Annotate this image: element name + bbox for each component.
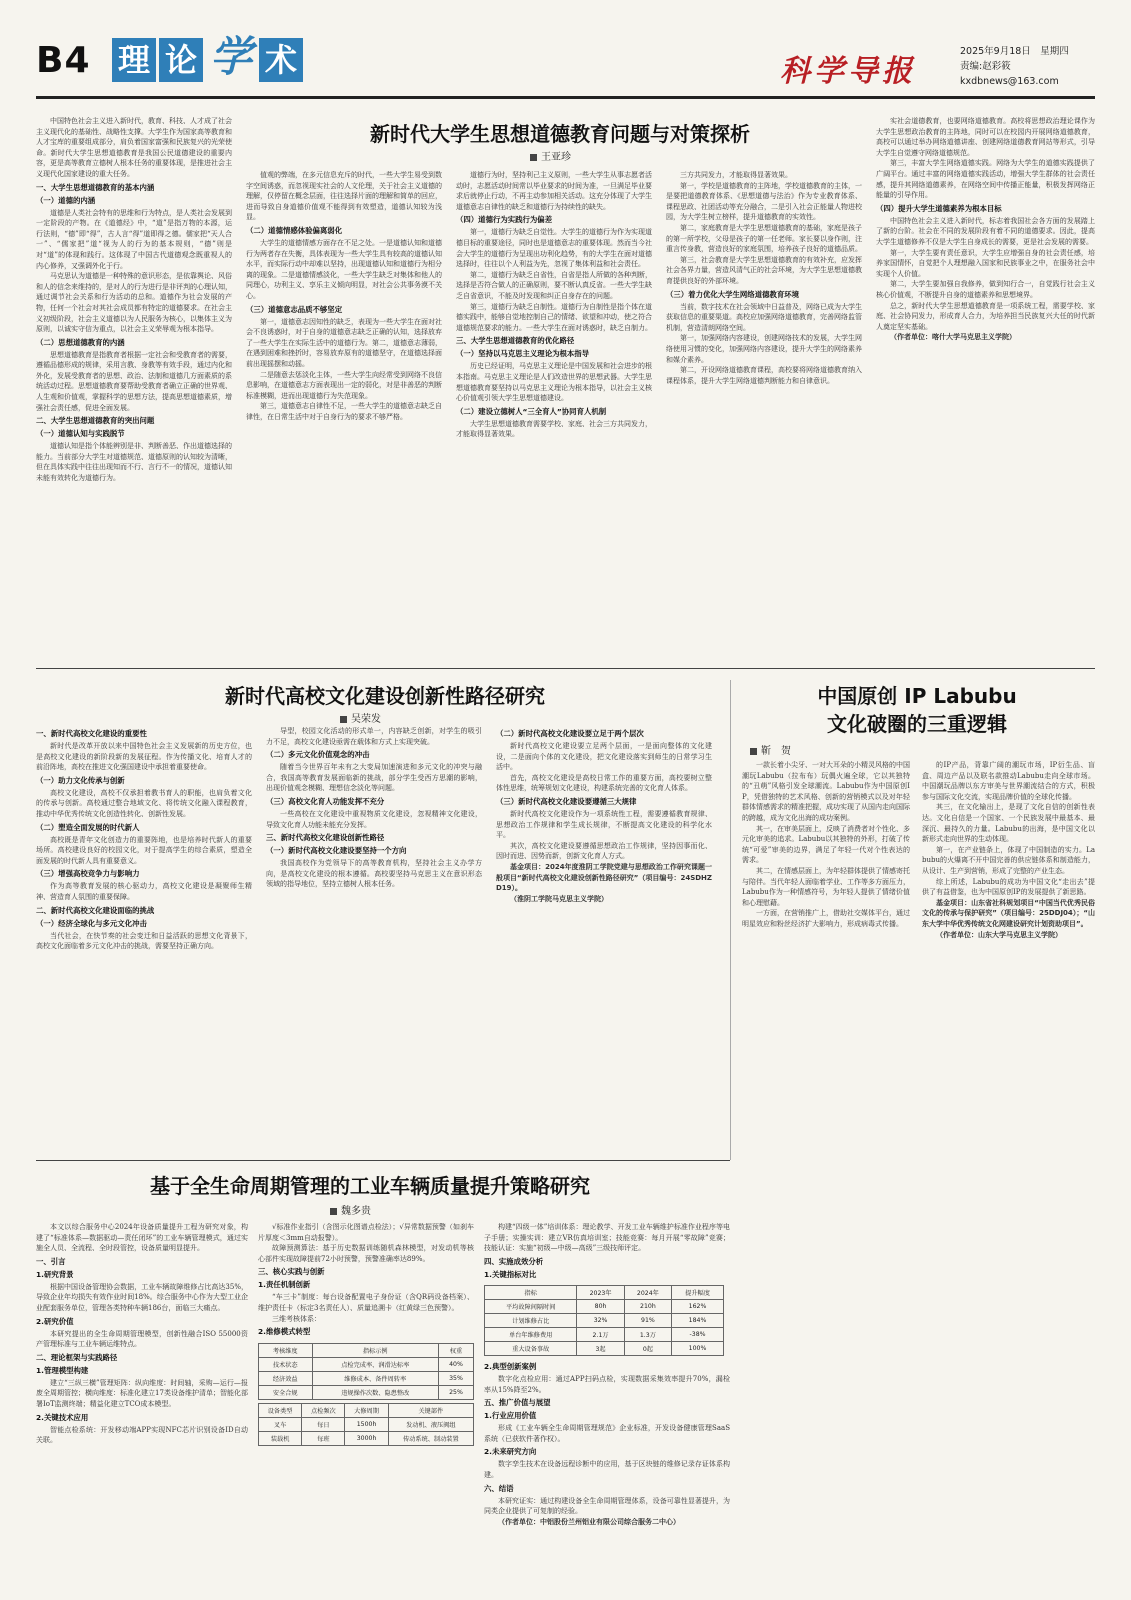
section-banner bbox=[112, 32, 303, 82]
paragraph: √标准作业指引（含图示化图谱点检法）；√异常数据预警（如刹车片厚度＜3mm自动报警）。 bbox=[258, 1223, 474, 1242]
section-heading: （四）提升大学生道德素养为根本目标 bbox=[876, 203, 1002, 213]
section-heading: 2.关键技术应用 bbox=[36, 1412, 89, 1422]
table-row bbox=[259, 1418, 474, 1432]
header-meta bbox=[960, 44, 1069, 89]
table-row bbox=[485, 1328, 724, 1342]
paragraph: 第三，丰富大学生网络道德实践。网络为大学生的道德实践提供了广阔平台。通过丰富的网络道德实践活动，增强大学生群体的社会责任感，提升其网络道德素养，在网络空间中传播正能量，积极发挥网络正能量的引导作用。 bbox=[876, 159, 1095, 200]
section-char-3: 学 bbox=[209, 32, 252, 81]
paragraph: 数字化点检应用：通过APP扫码点检，实现数据采集效率提升70%，漏检率从15%降至2%。 bbox=[484, 1375, 730, 1394]
assessment-table bbox=[258, 1343, 474, 1400]
paragraph: 历史已经证明，马克思主义理论是中国发展和社会进步的根本指南。马克思主义理论是人们改造世界的思想武器。大学生思想道德教育要坚持以马克思主义理论为根本指导，以社会主义核心价值观引领大学生思想道德建设。 bbox=[456, 362, 652, 403]
section-char-2: 论 bbox=[159, 38, 203, 82]
table-header-row bbox=[259, 1404, 474, 1418]
article-3-title-line-2: 文化破圈的三重逻辑 bbox=[827, 712, 1007, 736]
article-2-col-3 bbox=[496, 726, 712, 1130]
paragraph: 我国高校作为党领导下的高等教育机构，坚持社会主义办学方向，是高校文化建设的根本遵循。高校要坚持马克思主义在意识形态领域的指导地位，坚持立德树人根本任务。 bbox=[266, 859, 482, 889]
table-cell: 1500h bbox=[345, 1418, 388, 1432]
paragraph: 一方面，在营销推广上，借助社交媒体平台，通过明星效应和粉丝经济扩大影响力，形成病毒式传播。 bbox=[742, 909, 910, 928]
paragraph: 智能点检系统：开发移动端APP实现NFC芯片识别设备ID自动关联。 bbox=[36, 1425, 248, 1445]
paragraph: 本研究提出的全生命周期管理模型，创新性融合ISO 55000资产管理标准与工业车辆运维特点。 bbox=[36, 1329, 248, 1349]
paragraph: 本研究证实：通过构建设备全生命周期管理体系，设备可靠性显著提升，为同类企业提供了可复制的经验。 bbox=[484, 1496, 730, 1516]
section-heading: （一）道德的内涵 bbox=[36, 195, 96, 205]
article-1-col-2 bbox=[246, 170, 442, 662]
paragraph: 大学生的道德情感方面存在不足之处。一是道德认知和道德行为两者存在失衡，具体表现为一些大学生具有较高的道德认知水平，而实际行动中却难以坚持，出现道德认知和道德行为相分离的现象。二是道德情感淡化，一些大学生缺乏对集体和他人的同理心，功利主义、享乐主义倾向明显，对社会公共事务漠不关心。 bbox=[246, 238, 442, 300]
paragraph: 第二，家庭教育是大学生思想道德教育的基础，家庭是孩子的第一所学校，父母是孩子的第一任老师。家长要以身作则，注重言传身教，营造良好的家庭氛围，培养孩子良好的道德品质。 bbox=[666, 223, 862, 254]
article-1-col-1 bbox=[36, 116, 232, 662]
article-note: （淮阴工学院马克思主义学院） bbox=[510, 894, 608, 903]
table-cell: 维修成本、备件周转率 bbox=[312, 1372, 438, 1386]
article-2-col-2 bbox=[266, 726, 482, 1130]
article-4-author bbox=[330, 1202, 371, 1217]
paragraph: 中国特色社会主义进入新时代，标志着我国社会各方面的发展踏上了新的台阶。社会在不同的发展阶段有着不同的道德要求。因此，提高大学生道德修养不仅是大学生自身成长的需要，更是社会发展的需要。 bbox=[876, 216, 1095, 246]
table-row bbox=[485, 1314, 724, 1328]
editor-credit: 责编:赵彩筱 bbox=[960, 61, 1011, 72]
table-cell: 装载机 bbox=[259, 1432, 302, 1446]
table-cell: 210h bbox=[624, 1300, 671, 1314]
article-note: （作者单位：喀什大学马克思主义学院） bbox=[890, 333, 1016, 342]
section-heading: （一）助力文化传承与创新 bbox=[36, 775, 125, 785]
table-cell: 传动系统、制动装置 bbox=[388, 1432, 473, 1446]
author-name: 王亚珍 bbox=[541, 152, 571, 163]
paragraph: “车三卡”制度：每台设备配置电子身份证（含QR码设备档案）、维护责任卡（标定3名责任人）、质量追溯卡（红黄绿三色预警）。 bbox=[258, 1293, 474, 1312]
section-heading: （二）新时代高校文化建设要立足于两个层次 bbox=[496, 729, 644, 738]
paragraph: 本文以综合服务中心2024年设备质量提升工程为研究对象，构建了“标准体系—数据驱动—责任闭环”的工业车辆管理模式，通过实施全人员、全流程、全时段管控，设备质量明显提升。 bbox=[36, 1223, 248, 1253]
table-row bbox=[259, 1432, 474, 1446]
table-cell: 叉车 bbox=[259, 1418, 302, 1432]
section-heading: 六、结语 bbox=[484, 1483, 514, 1493]
author-name: 吴荣发 bbox=[351, 714, 381, 725]
paragraph: 第三，社会教育是大学生思想道德教育的有效补充，应发挥社会各界力量，营造风清气正的社会环境，为大学生思想道德教育提供良好的外部环境。 bbox=[666, 255, 862, 285]
table-cell: 经济效益 bbox=[259, 1372, 313, 1386]
table-header-row bbox=[259, 1344, 474, 1358]
article-4-col-3-bottom bbox=[484, 1359, 730, 1579]
paragraph: 导型，校园文化活动的形式单一，内容缺乏创新，对学生的吸引力不足，高校文化建设亟需在载体和方式上实现突破。 bbox=[266, 727, 482, 746]
table-cell: 重大设备事故 bbox=[485, 1342, 577, 1356]
article-3-title bbox=[742, 682, 1092, 738]
paragraph: 中国特色社会主义进入新时代，教育、科技、人才成了社会主义现代化的基础性、战略性支撑。大学生作为国家高等教育和人才宝库的重要组成部分，肩负着国家富强和民族复兴的光荣使命。新时代大学生思想道德教育是我国公民道德建设的重要内容，更是高等教育立德树人根本任务的重要体现，是推进社会主义现代化国家建设的重大任务。 bbox=[36, 117, 232, 178]
article-3-title-line-1: 中国原创 IP Labubu bbox=[817, 684, 1017, 708]
table-header: 指标示例 bbox=[312, 1344, 438, 1358]
section-heading: （三）新时代高校文化建设要遵循三大规律 bbox=[496, 796, 637, 806]
page-number: B4 bbox=[36, 40, 91, 81]
paragraph: 首先，高校文化建设是高校日常工作的重要方面，高校要树立整体性思维，统筹规划文化建设，构建系统完善的文化育人体系。 bbox=[496, 773, 712, 793]
paragraph: 作为高等教育发展的核心驱动力，高校文化建设是凝聚师生精神、营造育人氛围的重要保障。 bbox=[36, 882, 252, 901]
paragraph: 新时代高校文化建设要立足两个层面，一是面向整体的文化建设，二是面向个体的文化建设，把文化建设落实到师生的日常学习生活中。 bbox=[496, 742, 712, 772]
section-heading: 2.研究价值 bbox=[36, 1316, 74, 1326]
author-marker-icon bbox=[750, 748, 757, 755]
paragraph: 形成《工业车辆全生命周期管理规范》企业标准，开发设备健康管理SaaS系统（已获软件著作权）。 bbox=[484, 1424, 730, 1443]
paragraph: 数字孪生技术在设备远程诊断中的应用，基于区块链的维修记录存证体系构建。 bbox=[484, 1460, 730, 1479]
paragraph: 随着当今世界百年未有之大变局加速演进和多元文化的冲突与融合，我国高等教育发展面临新的挑战，部分学生受西方思潮的影响，出现价值观念模糊、理想信念淡化等问题。 bbox=[266, 763, 482, 793]
article-3-col-2 bbox=[922, 760, 1095, 1590]
paragraph: 其次，高校文化建设要遵循思想政治工作规律，坚持因事而化、因时而进、因势而新，创新文化育人方式。 bbox=[496, 841, 712, 861]
section-heading: （二）道德情感体验偏离弱化 bbox=[246, 225, 343, 235]
table-cell: 80h bbox=[577, 1300, 624, 1314]
table-cell: 2.1万 bbox=[577, 1328, 624, 1342]
table-cell: 1.3万 bbox=[624, 1328, 671, 1342]
paragraph: 大学生思想道德教育需要学校、家庭、社会三方共同发力，才能取得显著效果。 bbox=[456, 419, 652, 439]
table-cell: 0起 bbox=[624, 1342, 671, 1356]
article-2-bottom-rule bbox=[36, 1160, 730, 1161]
paragraph: 思想道德教育是指教育者根据一定社会和受教育者的需要，遵循品德形成的规律，采用言教、身教等有效手段，通过内化和外化，发展受教育者的思想、政治、法制和道德几方面素质的系统活动过程。思想道德教育要帮助受教育者确立正确的世界观、人生观和价值观，掌握科学的思想方法，提高思想道德素质，增强社会责任感，促进全面发展。 bbox=[36, 350, 232, 412]
article-note: 基金项目：2024年度淮阴工学院党建与思想政治工作研究课题一般项目“新时代高校文化建设创新性路径研究”（项目编号：24SDHZD19）。 bbox=[496, 862, 712, 893]
table-cell: 违规操作次数、隐患整改 bbox=[312, 1386, 438, 1400]
table-cell: 技术状态 bbox=[259, 1358, 313, 1372]
section-char-1: 理 bbox=[112, 38, 156, 82]
table-row bbox=[485, 1300, 724, 1314]
article-1-col-3 bbox=[456, 170, 652, 662]
paragraph: 道德认知是指个体能辨别是非、判断善恶、作出道德选择的能力。当前部分大学生对道德规范、道德原则的认知较为清晰，但在具体实践中往往出现知而不行、言行不一的情况，道德认知未能有效转化为道德行为。 bbox=[36, 442, 232, 483]
section-heading: 一、大学生思想道德教育的基本内涵 bbox=[36, 182, 155, 192]
table-row bbox=[259, 1358, 474, 1372]
table-cell: 162% bbox=[672, 1300, 724, 1314]
table-cell: 35% bbox=[438, 1372, 473, 1386]
paragraph: 第一，道德意志因知性的缺乏，表现为一些大学生在面对社会不良诱惑时，对于自身的道德意志缺乏正确的认知，选择放弃了一些大学生在实际生活中的道德行为。第二，道德意志薄弱，在遇到困难和挫折时，容易放弃原有的道德坚守，在道德选择面前出现摇摆和动摇。 bbox=[246, 317, 442, 368]
table-cell: -38% bbox=[672, 1328, 724, 1342]
section-heading: （一）坚持以马克思主义理论为根本指导 bbox=[456, 349, 590, 359]
author-marker-icon bbox=[330, 1208, 337, 1215]
indicator-table bbox=[484, 1285, 724, 1356]
paragraph: 第二，开设网络道德教育课程，高校要将网络道德教育纳入课程体系，提升大学生网络道德判断能力和自律意识。 bbox=[666, 366, 862, 385]
contact-email: kxdbnews@163.com bbox=[960, 76, 1059, 87]
issue-date: 2025年9月18日 星期四 bbox=[960, 46, 1069, 57]
section-heading: 1.管理模型构建 bbox=[36, 1365, 89, 1375]
article-3-author bbox=[750, 742, 791, 757]
paragraph: 故障预测算法：基于历史数据训练随机森林模型，对发动机等核心部件实现故障提前72小时预警，预警准确率达89%。 bbox=[258, 1244, 474, 1263]
article-1-title: 新时代大学生思想道德教育问题与对策探析 bbox=[370, 122, 750, 146]
table-cell: 184% bbox=[672, 1314, 724, 1328]
section-heading: （三）增强高校竞争力与影响力 bbox=[36, 869, 140, 879]
article-2-author bbox=[340, 710, 381, 725]
section-heading: （一）道德认知与实践脱节 bbox=[36, 429, 125, 439]
article-2-title: 新时代高校文化建设创新性路径研究 bbox=[225, 684, 545, 708]
table-cell: 40% bbox=[438, 1358, 473, 1372]
table-cell: 单台年维修费用 bbox=[485, 1328, 577, 1342]
section-heading: （一）经济全球化与多元文化冲击 bbox=[36, 918, 147, 928]
table-cell: 3起 bbox=[577, 1342, 624, 1356]
paragraph: 第二，道德行为缺乏自省性，自省是指人所做的各种判断，选择是否符合做人的正确原则，要不断认真反省。一些大学生缺乏自省意识，不能及时发现和纠正自身存在的问题。 bbox=[456, 270, 652, 300]
table-header: 考核维度 bbox=[259, 1344, 313, 1358]
section-heading: 二、大学生思想道德教育的突出问题 bbox=[36, 416, 155, 426]
paragraph: 马克思认为道德是一种特殊的意识形态，是依靠舆论、风俗和人的信念来维持的，是对人的行为进行是非评判的心理认知，通过调节社会关系和行为活动的总和。道德作为社会发展的产物，任何一个社会对其社会成员都有特定的道德要求。在社会主义初级阶段，社会主义道德以为人民服务为核心，以集体主义为原则，以诚实守信为重点，以社会主义荣辱观为根本指导。 bbox=[36, 272, 232, 334]
paragraph: 构建“四级一体”培训体系：理论教学、开发工业车辆维护标准作业程序等电子手册；实操实训：建立VR仿真培训室；技能竞赛：每月开展“零故障”竞赛；技能认证：实施“初级—中级—高级”三级技师评定。 bbox=[484, 1223, 730, 1253]
author-name: 靳 贺 bbox=[761, 746, 791, 757]
author-marker-icon bbox=[340, 716, 347, 723]
paragraph: 当前，数字技术在社会领域中日益普及，网络已成为大学生获取信息的重要渠道。高校应加强网络道德教育，完善网络监管机制，营造清朗网络空间。 bbox=[666, 302, 862, 332]
table-cell: 每日 bbox=[302, 1418, 345, 1432]
section-heading: 三、核心实践与创新 bbox=[258, 1267, 325, 1277]
article-4-col-2 bbox=[258, 1222, 474, 1340]
paragraph: 根据中国设备管理协会数据，工业车辆故障维修占比高达35%，导致企业年均损失有效作业时间18%。综合服务中心作为大型工业企业配套服务单位，管理各类特种车辆186台，面临三大痛点。 bbox=[36, 1282, 248, 1312]
section-heading: 一、新时代高校文化建设的重要性 bbox=[36, 729, 147, 738]
paragraph: 第三，道德意志自律性不足，一些大学生的道德意志缺乏自律性，在日常生活中对于自身行为的要求不够严格。 bbox=[246, 402, 442, 421]
article-1-author bbox=[530, 148, 571, 163]
article-1-bottom-rule bbox=[36, 668, 1095, 669]
section-heading: 1.研究背景 bbox=[36, 1269, 74, 1279]
article-note: （作者单位：中铝股份兰州铝业有限公司综合服务二中心） bbox=[498, 1517, 680, 1526]
table-row bbox=[485, 1342, 724, 1356]
table-cell: 发动机、液压阀组 bbox=[388, 1418, 473, 1432]
article-4-col-2-wrap bbox=[258, 1222, 474, 1588]
page-header bbox=[0, 0, 1131, 100]
paragraph: 当代社会，在快节奏的社会变迁和日益活跃的思想文化背景下，高校文化面临着多元文化冲击的挑战，需要坚持正确方向。 bbox=[36, 931, 252, 951]
table-header: 设备类型 bbox=[259, 1404, 302, 1418]
section-heading: 2.未来研究方向 bbox=[484, 1447, 537, 1457]
section-heading: 一、引言 bbox=[36, 1256, 66, 1266]
section-heading: （四）道德行为实践行为偏差 bbox=[456, 215, 553, 225]
section-heading: 1.关键指标对比 bbox=[484, 1269, 537, 1279]
author-marker-icon bbox=[530, 154, 537, 161]
article-note: （作者单位：山东大学马克思主义学院） bbox=[936, 930, 1062, 939]
section-heading: （二）建设立德树人“三全育人”协同育人机制 bbox=[456, 406, 607, 416]
paragraph: 建立“三纵三横”管理矩阵：纵向维度：时间轴，采购—运行—报废全周期管控；横向维度：标准化建立17类设备维护清单；智能化部署IoT监测终端；精益化建立TCO成本模型。 bbox=[36, 1378, 248, 1408]
section-heading: 二、新时代高校文化建设面临的挑战 bbox=[36, 905, 155, 915]
paragraph: 第一，学校是道德教育的主阵地，学校道德教育的主体，一是要把道德教育体系、《思想道德与法治》作为专业教育体系、课程思政、社团活动等充分融合，二是引入社会正能量人物进校园，为大学生树立榜样，提升道德教育的实效性。 bbox=[666, 181, 862, 222]
paragraph: 三维考核体系： bbox=[272, 1314, 321, 1323]
table-cell: 25% bbox=[438, 1386, 473, 1400]
section-heading: 2.典型创新案例 bbox=[484, 1362, 537, 1371]
paragraph: 第一，道德行为缺乏自觉性。大学生的道德行为作为实现道德目标的重要途径，同时也是道德意志的重要体现。然而当今社会大学生的道德行为呈现出功利化趋势，有的大学生在面对道德选择时，往往以个人利益为先，忽视了集体利益和社会责任。 bbox=[456, 228, 652, 269]
paragraph: 一些高校在文化建设中重视物质文化建设，忽视精神文化建设，导致文化育人功能未能充分发挥。 bbox=[266, 809, 482, 829]
table-header-row bbox=[485, 1286, 724, 1300]
header-rule bbox=[36, 96, 1095, 99]
section-char-4: 术 bbox=[259, 38, 303, 82]
paragraph: 实社会道德教育，也要网络道德教育。高校将思想政治理论课作为大学生思想政治教育的主阵地，同时可以在校园内开展网络道德教育，高校可以通过举办网络道德讲座、创建网络道德教育网站等形式，引导大学生自觉遵守网络道德规范。 bbox=[876, 117, 1095, 157]
paragraph: 新时代是改革开放以来中国特色社会主义发展新的历史方位，也是高校文化建设的新阶段新的发展征程。作为传播文化、培育人才的前沿阵地，高校在推进文化强国建设中承担着重要使命。 bbox=[36, 742, 252, 772]
table-header: 点检频次 bbox=[302, 1404, 345, 1418]
paragraph: 二是随意去惩淡化主体，一些大学生向经常受到网络不良信息影响，在道德意志方面表现出一定的弱化，对是非善恶的判断标准模糊，进而出现道德行为失范现象。 bbox=[246, 370, 442, 400]
section-heading: 1.责任机制创新 bbox=[258, 1280, 311, 1290]
table-cell: 32% bbox=[577, 1314, 624, 1328]
section-heading: （二）塑造全面发展的时代新人 bbox=[36, 822, 140, 832]
table-cell: 安全合规 bbox=[259, 1386, 313, 1400]
section-heading: （二）多元文化价值观念的冲击 bbox=[266, 750, 370, 760]
table-cell: 点检完成率、润滑达标率 bbox=[312, 1358, 438, 1372]
table-cell: 每班 bbox=[302, 1432, 345, 1446]
paragraph: 值观的弊端，在多元信息充斥的时代，一些大学生易受到数字空间诱惑，而忽视现实社会的人文伦理，关于社会主义道德的理解，仅停留在概念层面，往往选择片面的理解和简单的回应，进而导致自身道德价值观不能得到有效塑造，道德认知较为浅显。 bbox=[246, 171, 442, 222]
section-heading: （三）道德意志品质不够坚定 bbox=[246, 304, 343, 314]
table-header: 指标 bbox=[485, 1286, 577, 1300]
table-header: 2023年 bbox=[577, 1286, 624, 1300]
table-header: 提升幅度 bbox=[672, 1286, 724, 1300]
section-heading: 四、实施成效分析 bbox=[484, 1256, 544, 1266]
paragraph: 第一，加强网络内容建设，创建网络技术的发展，大学生网络使用习惯的变化，加强网络内容建设，提升大学生的网络素养和媒介素养。 bbox=[666, 334, 862, 364]
table-header: 2024年 bbox=[624, 1286, 671, 1300]
paragraph: 其一，在审美层面上，反映了消费者对个性化、多元化审美的追求。Labubu以其独特的外形，打破了传统“可爱”审美的边界，满足了年轻一代对个性表达的需求。 bbox=[742, 824, 910, 865]
section-heading: 1.行业应用价值 bbox=[484, 1411, 537, 1421]
section-heading: （一）新时代高校文化建设要坚持一个方向 bbox=[266, 846, 407, 856]
table-row bbox=[259, 1386, 474, 1400]
article-note: 基金项目：山东省社科规划项目“中国当代优秀民俗文化的传承与保护研究”（项目编号：25DDJ04）；“山东大学中华优秀传统文化网建设研究计划资助项目”。 bbox=[922, 898, 1095, 928]
table-cell: 3000h bbox=[345, 1432, 388, 1446]
section-heading: （三）高校文化育人功能发挥不充分 bbox=[266, 796, 385, 806]
table-cell: 91% bbox=[624, 1314, 671, 1328]
paragraph bbox=[258, 1339, 474, 1340]
article-4-title: 基于全生命周期管理的工业车辆质量提升策略研究 bbox=[150, 1174, 590, 1198]
section-heading: （三）着力优化大学生网络道德教育环境 bbox=[666, 289, 800, 299]
paragraph: 第一，在产业链条上，体现了中国制造的实力。Labubu的火爆离不开中国完善的供应链体系和制造能力，从设计、生产到营销，形成了完整的产业生态。 bbox=[922, 845, 1095, 875]
paragraph: 的IP产品，背靠广阔的潮玩市场，IP衍生品、盲盒、周边产品以及联名款推动Labubu走向全球市场。中国潮玩品牌以东方审美与世界潮流结合的方式，积极参与国际文化交流，实现品牌价值的全球化传播。 bbox=[922, 761, 1095, 801]
article-4-col-3-wrap bbox=[484, 1222, 730, 1588]
table-row bbox=[259, 1372, 474, 1386]
section-heading: 二、理论框架与实践路径 bbox=[36, 1352, 118, 1362]
article-3-col-1 bbox=[742, 760, 910, 1590]
table-header: 大修周期 bbox=[345, 1404, 388, 1418]
article-4-col-3-top bbox=[484, 1222, 730, 1282]
table-header: 权重 bbox=[438, 1344, 473, 1358]
paragraph: 高校文化建设，高校不仅承担着教书育人的职能，也肩负着文化的传承与创新。高校通过整合地域文化、将传统文化融入课程教育，推动中华优秀传统文化创造性转化、创新性发展。 bbox=[36, 788, 252, 818]
author-name: 魏多贵 bbox=[341, 1206, 371, 1217]
article-1-col-5 bbox=[876, 116, 1095, 662]
paragraph: 第一，大学生要有责任意识，大学生应增强自身的社会责任感，培养家国情怀，自觉把个人理想融入国家和民族事业之中，在服务社会中实现个人价值。 bbox=[876, 248, 1095, 278]
section-heading: 三、大学生思想道德教育的优化路径 bbox=[456, 336, 575, 346]
paragraph: 高校既是青年文化创造力的重要阵地，也是培养时代新人的重要场所。高校建设良好的校园文化，对于提高学生的综合素质，塑造全面发展的时代新人具有重要意义。 bbox=[36, 835, 252, 865]
paragraph: 三方共同发力，才能取得显著效果。 bbox=[680, 171, 792, 179]
article-2-col-1 bbox=[36, 726, 252, 1130]
column-divider bbox=[730, 680, 731, 1160]
paragraph: 第二，大学生要加强自我修养，做到知行合一，自觉践行社会主义核心价值观，不断提升自身的道德素养和思想境界。 bbox=[876, 280, 1095, 299]
table-cell: 计划维修占比 bbox=[485, 1314, 577, 1328]
paragraph: 其三，在文化输出上，是现了文化自信的创新性表达。文化自信是一个国家、一个民族发展中最基本、最深沉、最持久的力量。Labubu的出海，是中国文化以新形式走向世界的生动体现。 bbox=[922, 803, 1095, 844]
paragraph: 总之，新时代大学生思想道德教育是一项系统工程，需要学校、家庭、社会协同发力，形成育人合力，为培养担当民族复兴大任的时代新人奠定坚实基础。 bbox=[876, 301, 1095, 331]
section-heading: 2.维修模式转型 bbox=[258, 1327, 311, 1337]
section-heading: 三、新时代高校文化建设创新性路径 bbox=[266, 833, 385, 843]
paragraph: 新时代高校文化建设作为一项系统性工程，需要遵循教育规律、思想政治工作规律和学生成长规律，不断提高文化建设的科学化水平。 bbox=[496, 809, 712, 840]
paragraph: 第三，道德行为缺乏自制性。道德行为自制性是指个体在道德实践中，能够自觉地控制自己的情绪、欲望和冲动，使之符合道德规范要求的能力。一些大学生在面对诱惑时，缺乏自制力。 bbox=[456, 302, 652, 332]
paragraph: 综上所述，Labubu的成功为中国文化“走出去”提供了有益借鉴，也为中国原创IP的发展提供了新思路。 bbox=[922, 877, 1095, 897]
paragraph: 其二，在情感层面上，为年轻群体提供了情感寄托与陪伴。当代年轻人面临着学业、工作等多方面压力，Labubu作为一种情感符号，为年轻人提供了情绪价值和心理慰藉。 bbox=[742, 866, 910, 907]
paragraph: 道德是人类社会特有的思维和行为特点，是人类社会发展到一定阶段的产物。在《道德经》中，“道”是指万物的本源，运行法则，“德”即“得”，古人言“得”道即得之德。儒家把“天人合一”、“儒家把”道“视为人的行为的基本规则，“德”则是对“道”的体现和践行。这体现了中国古代道德观念既重视人的内心修养，又强调外化于行。 bbox=[36, 208, 232, 270]
section-heading: （二）思想道德教育的内涵 bbox=[36, 337, 125, 347]
article-4-col-1 bbox=[36, 1222, 248, 1588]
section-heading: 五、推广价值与展望 bbox=[484, 1398, 551, 1408]
paragraph: 道德行为时，坚持利己主义原则，一些大学生从事志愿者活动时，志愿活动时间常以毕业要求的时间为准，一旦满足毕业要求后就停止行动，不再主动参加相关活动。这充分体现了大学生道德意志自律性的缺乏和道德行为持续性的缺失。 bbox=[456, 171, 652, 211]
article-1-col-4 bbox=[666, 170, 862, 662]
table-cell: 平均故障间隔时间 bbox=[485, 1300, 577, 1314]
table-cell: 100% bbox=[672, 1342, 724, 1356]
maintenance-table bbox=[258, 1403, 474, 1446]
paragraph: 一款长着小尖牙、一对大耳朵的小精灵风格的中国潮玩Labubu（拉布布）玩偶火遍全球，它以其独特的“丑萌”风格引发全球潮流。Labubu作为中国原创IP，凭借独特的艺术风格、创新的营销模式以及对年轻群体情感需求的精准把握，成功实现了从国内走向国际的跨越，成为文化出海的成功案例。 bbox=[742, 761, 910, 822]
table-header: 关键部件 bbox=[388, 1404, 473, 1418]
paper-logo: 科学导报 bbox=[780, 54, 916, 89]
